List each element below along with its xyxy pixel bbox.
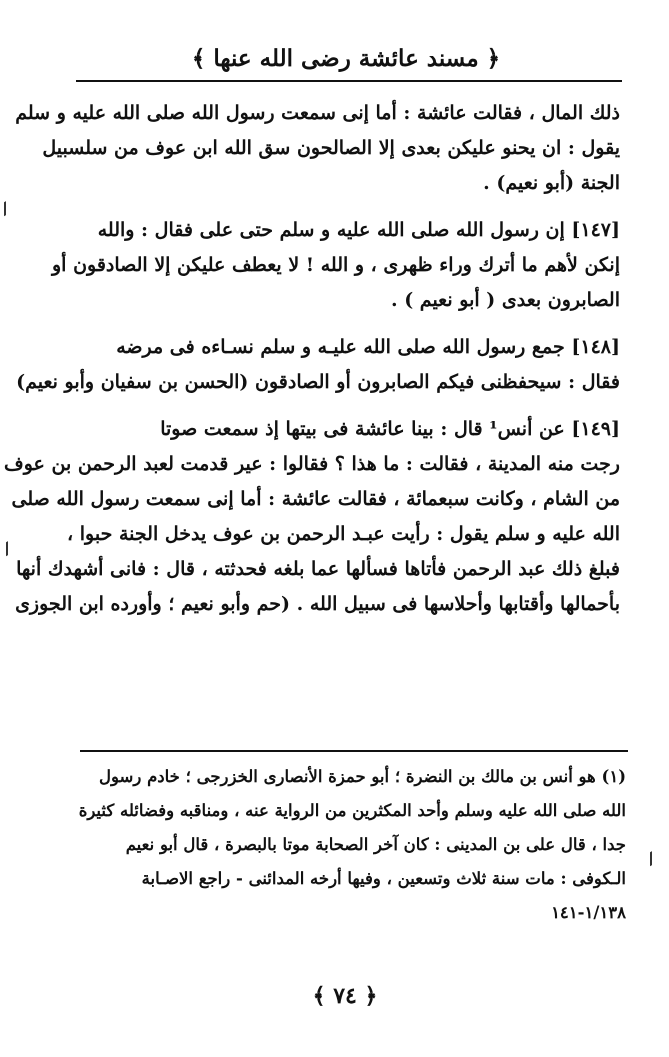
text-line: الصابرون بعدى ( أبو نعيم ) . [390,289,620,311]
footnote-line: الـكوفى : مات سنة ثلاث وتسعين ، وفيها أرخه المدائنى - راجع الاصـابة [141,869,626,888]
text-line: إنكن لأهم ما أترك وراء ظهرى ، و الله ! لا يعطف عليكن إلا الصادقون أو [52,254,620,276]
footnote-line: جدا ، قال على بن المدينى : كان آخر الصحابة موتا بالبصرة ، قال أبو نعيم [125,835,626,854]
footnote-line: ١/١٣٨-١٤١ [551,903,626,922]
text-line: فبلغ ذلك عبد الرحمن فأتاها فسألها عما بلغه فحدثته ، قال : فانى أشهدك أنها [16,558,620,580]
text-line: من الشام ، وكانت سبعمائة ، فقالت عائشة : أما إنى سمعت رسول الله صلى [11,488,620,510]
footnotes [80,760,626,930]
page-number-text: ﴿ ٧٤ ﴾ [312,983,378,1009]
hadith-147-start: [١٤٧] إن رسول الله صلى الله عليه و سلم حتى على فقال : والله [97,219,620,241]
text-line: بأحمالها وأقتابها وأحلاسها فى سبيل الله . (حم وأبو نعيم ؛ وأورده ابن الجوزى [15,593,620,615]
page-number [300,976,390,1016]
footnote-divider [80,750,628,752]
main-text [4,96,620,622]
text-line: الجنة (أبو نعيم) . [483,172,620,194]
hadith-148-start: [١٤٨] جمع رسول الله صلى الله عليـه و سلم نسـاءه فى مرضه [116,336,620,358]
text-line: يقول : ان يحنو عليكن بعدى إلا الصالحون سق الله ابن عوف من سلسبيل [42,137,620,159]
text-line: فقال : سيحفظنى فيكم الصابرون أو الصادقون (الحسن بن سفيان وأبو نعيم) [16,371,620,393]
scan-edge-mark [6,538,14,557]
scan-edge-mark [650,848,658,867]
footnote-line: (١) هو أنس بن مالك بن النضرة ؛ أبو حمزة الأنصارى الخزرجى ؛ خادم رسول [99,767,626,786]
scan-edge-mark [4,198,12,217]
running-header-title: ﴿ مسند عائشة رضى الله عنها ﴾ [191,44,501,72]
text-line: الله عليه و سلم يقول : رأيت عبـد الرحمن بن عوف يدخل الجنة حبوا ، [67,523,620,545]
text-line: رجت منه المدينة ، فقالت : ما هذا ؟ فقالوا : عير قدمت لعبد الرحمن بن عوف [4,453,620,475]
hadith-149-start: [١٤٩] عن أنس¹ قال : بينا عائشة فى بيتها إذ سمعت صوتا [160,418,620,440]
header-divider [76,80,622,82]
text-line: ذلك المال ، فقالت عائشة : أما إنى سمعت رسول الله صلى الله عليه و سلم [15,102,620,124]
running-header [76,38,616,78]
footnote-line: الله صلى الله عليه وسلم وأحد المكثرين من الرواية عنه ، ومناقبه وفضائله كثيرة [78,801,626,820]
